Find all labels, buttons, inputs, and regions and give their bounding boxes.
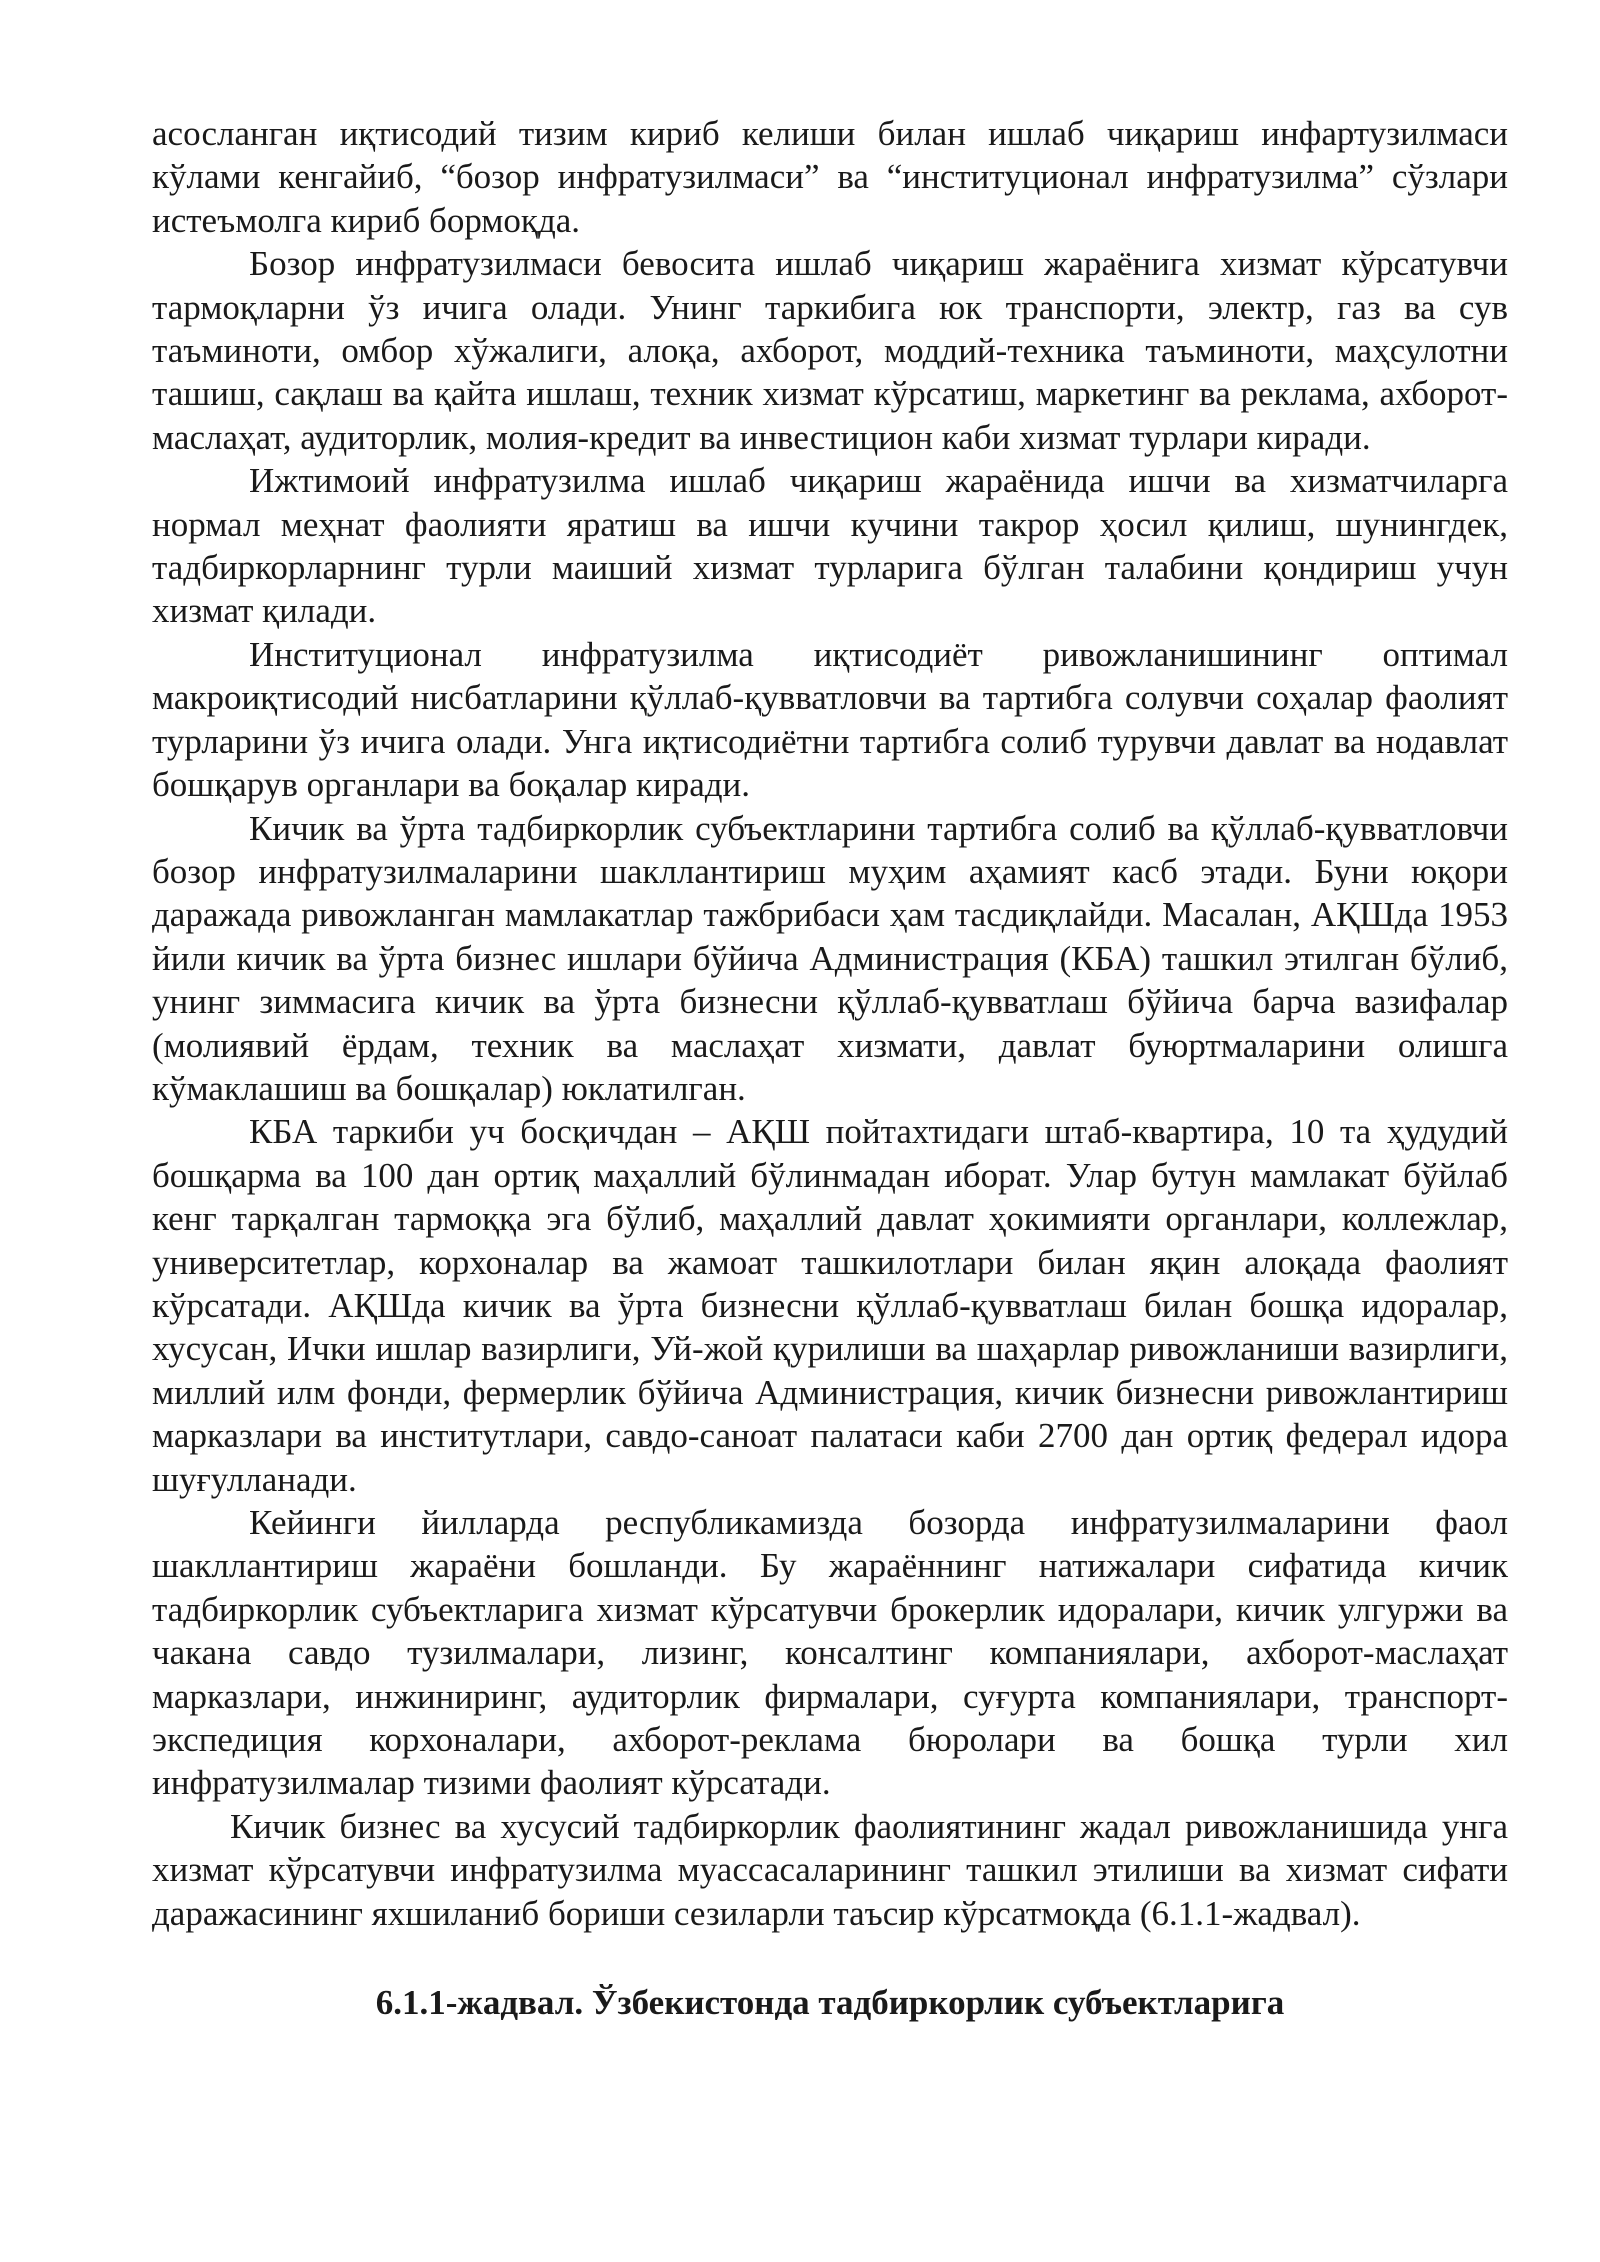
paragraph-8: Кичик бизнес ва хусусий тадбиркорлик фаолиятининг жадал ривожланишида унга хизмат кўрсатувчи инфратузилма муассасаларининг ташкил этилиши ва хизмат сифати даражасининг яхшиланиб бориши сезиларли таъсир кўрсатмоқда (6.1.1-жадвал). (152, 1806, 1508, 1933)
paragraph-2: Бозор инфратузилмаси бевосита ишлаб чиқариш жараёнига хизмат кўрсатувчи тармоқларни ўз ичига олади. Унинг таркибига юк транспорти, электр, газ ва сув таъминоти, омбор хўжалиги, алоқа, ахборот, моддий-техника таъминоти, маҳсулотни ташиш, сақлаш ва қайта ишлаш, техник хизмат кўрсатиш, маркетинг ва реклама, ахборот-маслаҳат, аудиторлик, молия-кредит ва инвестицион каби хизмат турлари киради. (152, 244, 1508, 457)
document-page (152, 112, 1508, 2024)
table-caption: 6.1.1-жадвал. Ўзбекистонда тадбиркорлик субъектларига (375, 1983, 1285, 2023)
paragraph-5: Кичик ва ўрта тадбиркорлик субъектларини тартибга солиб ва қўллаб-қувватловчи бозор инфратузилмаларини шакллантириш муҳим аҳамият касб этади. Буни юқори даражада ривожланган мамлакатлар тажбрибаси ҳам тасдиқлайди. Масалан, АҚШда 1953 йили кичик ва ўрта бизнес ишлари бўйича Администрация (КБА) ташкил этилган бўлиб, унинг зиммасига кичик ва ўрта бизнесни қўллаб-қувватлаш бўйича барча вазифалар (молиявий ёрдам, техник ва маслаҳат хизмати, давлат буюртмаларини олишга кўмаклашиш ва бошқалар) юклатилган. (152, 808, 1508, 1108)
paragraph-1: асосланган иқтисодий тизим кириб келиши билан ишлаб чиқариш инфартузилмаси кўлами кенгайиб, “бозор инфратузилмаси” ва “институционал инфратузилма” сўзлари истеъмолга кириб бормоқда. (152, 114, 1508, 240)
paragraph-7: Кейинги йилларда республикамизда бозорда инфратузилмаларини фаол шакллантириш жараёни бошланди. Бу жараённинг натижалари сифатида кичик тадбиркорлик субъектларига хизмат кўрсатувчи брокерлик идоралари, кичик улгуржи ва чакана савдо тузилмалари, лизинг, консалтинг компаниялари, ахборот-маслаҳат марказлари, инжиниринг, аудиторлик фирмалари, суғурта компаниялари, транспорт-экспедиция корхоналари, ахборот-реклама бюролари ва бошқа турли хил инфратузилмалар тизими фаолият кўрсатади. (152, 1503, 1508, 1803)
paragraph-4: Институционал инфратузилма иқтисодиёт ривожланишининг оптимал макроиқтисодий нисбатларини қўллаб-қувватловчи ва тартибга солувчи соҳалар фаолият турларини ўз ичига олади. Унга иқтисодиётни тартибга солиб турувчи давлат ва нодавлат бошқарув органлари ва боқалар киради. (152, 634, 1508, 805)
paragraph-3: Ижтимоий инфратузилма ишлаб чиқариш жараёнида ишчи ва хизматчиларга нормал меҳнат фаолияти яратиш ва ишчи кучини такрор ҳосил қилиш, шунингдек, тадбиркорларнинг турли маиший хизмат турларига бўлган талабини қондириш учун хизмат қилади. (152, 461, 1508, 631)
paragraph-6: КБА таркиби уч босқичдан – АҚШ пойтахтидаги штаб-квартира, 10 та ҳудудий бошқарма ва 100 дан ортиқ маҳаллий бўлинмадан иборат. Улар бутун мамлакат бўйлаб кенг тарқалган тармоққа эга бўлиб, маҳаллий давлат ҳокимияти органлари, коллежлар, университетлар, корхоналар ва жамоат ташкилотлари билан яқин алоқада фаолият кўрсатади. АҚШда кичик ва ўрта бизнесни қўллаб-қувватлаш билан бошқа идоралар, хусусан, Ички ишлар вазирлиги, Уй-жой қурилиши ва шаҳарлар ривожланиши вазирлиги, миллий илм фонди, фермерлик бўйича Администрация, кичик бизнесни ривожлантириш марказлари ва институтлари, савдо-саноат палатаси каби 2700 дан ортиқ федерал идора шуғулланади. (152, 1112, 1508, 1499)
